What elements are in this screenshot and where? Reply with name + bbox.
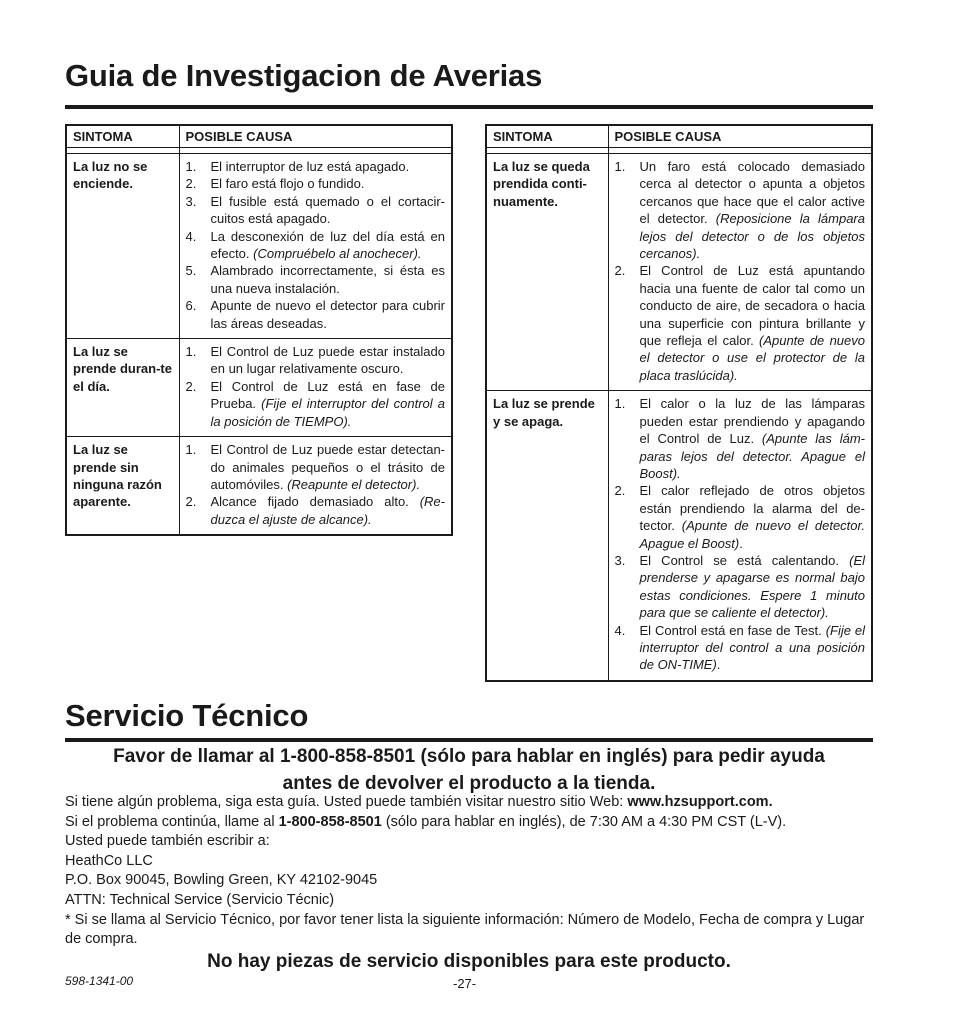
no-parts-notice: No hay piezas de servicio disponibles para este producto. [207, 951, 731, 972]
italic-instruction: (Apunte de nuevo el detector o use el protector de la placa traslúcida). [639, 333, 865, 383]
item-text [211, 493, 446, 528]
item-text [211, 441, 446, 493]
list-item [186, 493, 446, 528]
italic-instruction: (Fije el interruptor del control a una posición de ON-TIME) [639, 622, 866, 673]
italic-instruction: (El prenderse y apagarse es normal bajo estas condiciones. Espere 1 minuto para que se caliente el detector). [639, 552, 865, 621]
item-text [640, 482, 866, 552]
item-text [640, 622, 866, 674]
list-item [186, 378, 446, 430]
list-item [186, 158, 446, 175]
cause-cell [179, 437, 452, 536]
info-line-2: Si el problema continúa, llame al 1-800-858-8501 (sólo para hablar en inglés), de 7:30 AM a 4:30 PM CST (L-V). [65, 813, 787, 830]
cause-cell [608, 154, 872, 391]
cause-list [615, 395, 866, 674]
list-item [615, 262, 866, 384]
item-text [211, 193, 446, 228]
list-item [615, 482, 866, 552]
cause-cell [179, 339, 452, 437]
table-row [486, 154, 872, 391]
troubleshooting-table-right [485, 124, 873, 682]
text-run: El Control se está calentando. [639, 552, 850, 568]
item-number: 2. [614, 263, 626, 279]
cause-list [186, 343, 446, 430]
title-rule [65, 105, 873, 109]
text-run: El interruptor de luz está apagado. [210, 159, 410, 174]
item-number: 5. [185, 263, 197, 279]
service-info [65, 793, 873, 950]
item-text [640, 395, 866, 482]
document-number: 598-1341-00 [65, 974, 134, 988]
text-run: El Control de Luz puede estar detectan-do animales pequeños o el trásito de automóviles. [210, 442, 445, 492]
symptom-cell: La luz se prende y se apaga. [486, 391, 608, 681]
list-item [186, 175, 446, 192]
item-text [640, 552, 866, 622]
item-number: 2. [185, 494, 197, 510]
info-line-1: Si tiene algún problema, siga esta guía. Usted puede también visitar nuestro sitio Web: www.hzsupport.com. [65, 794, 773, 810]
address-line-1: HeathCo LLC [65, 852, 153, 869]
item-text [211, 343, 446, 378]
item-text [640, 158, 866, 262]
address-line-3: ATTN: Technical Service (Servicio Técnic) [65, 891, 335, 908]
info-line-3: Usted puede también escribir a: [65, 833, 270, 850]
item-number: 4. [614, 622, 626, 638]
text-run: La desconexión de luz del día está en efecto. [210, 228, 445, 262]
service-title: Servicio Técnico [65, 698, 309, 733]
call-line-2: antes de devolver el producto a la tienda. [282, 773, 656, 794]
text-run: Alambrado incorrectamente, si ésta es una nueva instalación. [210, 263, 445, 296]
text-run: El Control de Luz está apuntando hacia una fuente de calor tal como un conducto de aire, de secadora o hacia una superficie con pintura brillante y que refleja el calor. [639, 263, 865, 349]
item-text [211, 228, 446, 263]
italic-instruction: (Reposicione la lámpara lejos del detector o de los objetos cercanos). [639, 211, 865, 262]
website-link[interactable]: www.hzsupport.com. [627, 794, 773, 810]
text-run: El Control está en fase de Test. [639, 622, 826, 638]
call-notice [65, 743, 873, 797]
italic-instruction: (Reapunte el detector). [287, 476, 421, 492]
cause-list [186, 441, 446, 528]
table-row [486, 391, 872, 681]
table-row [66, 154, 452, 339]
item-text [211, 262, 446, 297]
item-number: 1. [185, 442, 197, 458]
cause-header: POSIBLE CAUSA [608, 125, 872, 148]
item-text [211, 297, 446, 332]
text-run: . [716, 657, 721, 673]
table-row [66, 339, 452, 437]
service-rule [65, 738, 873, 742]
italic-instruction: (Apunte de nuevo el detector. Apague el Boost) [639, 518, 865, 551]
list-item [615, 622, 866, 674]
item-number: 1. [614, 159, 626, 174]
page-number: -27- [453, 976, 477, 991]
item-text [211, 175, 446, 192]
item-number: 6. [185, 298, 197, 314]
symptom-cell: La luz se queda prendida conti-nuamente. [486, 154, 608, 391]
item-number: 3. [614, 552, 626, 568]
page-title: Guia de Investigacion de Averias [65, 58, 543, 93]
list-item [615, 158, 866, 262]
italic-instruction: (Apunte las lám-paras lejos del detector. Apague el Boost). [639, 431, 865, 481]
item-number: 2. [614, 483, 626, 499]
symptom-cell: La luz se prende sin ninguna razón aparente. [66, 437, 179, 536]
item-number: 3. [185, 193, 197, 209]
list-item [615, 552, 866, 622]
list-item [186, 193, 446, 228]
italic-instruction: (Re-duzca el ajuste de alcance). [210, 494, 445, 527]
item-number: 1. [185, 344, 197, 360]
symptom-header: SINTOMA [486, 125, 608, 148]
call-line-1: Favor de llamar al 1-800-858-8501 (sólo para hablar en inglés) para pedir ayuda [113, 746, 825, 767]
list-item [615, 395, 866, 482]
text-run: El fusible está quemado o el cortacir-cuitos está apagado. [210, 193, 445, 227]
item-text [640, 262, 866, 384]
text-run: Apunte de nuevo el detector para cubrir las áreas deseadas. [210, 298, 445, 331]
item-text [211, 158, 446, 175]
cause-list [615, 158, 866, 384]
symptom-cell: La luz se prende duran-te el día. [66, 339, 179, 437]
item-number: 1. [614, 396, 626, 412]
text-run: El Control de Luz puede estar instalado en un lugar relativamente oscuro. [210, 344, 445, 377]
phone-number: 1-800-858-8501 [278, 813, 382, 830]
troubleshooting-table-left [65, 124, 453, 536]
list-item [186, 297, 446, 332]
cause-cell [608, 391, 872, 681]
text-run: El Control de Luz está en fase de Prueba. [210, 378, 445, 412]
text-run: . [739, 535, 743, 551]
item-number: 2. [185, 176, 197, 192]
cause-header: POSIBLE CAUSA [179, 125, 452, 148]
item-text [211, 378, 446, 430]
symptom-header: SINTOMA [66, 125, 179, 148]
item-number: 4. [185, 228, 197, 244]
list-item [186, 441, 446, 493]
address-line-2: P.O. Box 90045, Bowling Green, KY 42102-9045 [65, 872, 378, 889]
italic-instruction: (Compruébelo al anochecer). [253, 246, 422, 262]
list-item [186, 228, 446, 263]
text-run: El calor o la luz de las lámparas pueden estar prendiendo y apagando el Control de Luz. [639, 396, 865, 447]
text-run: El calor reflejado de otros objetos están prendiendo la alarma del de-tector. [639, 483, 865, 534]
service-note: * Si se llama al Servicio Técnico, por favor tener lista la siguiente información: Número de Modelo, Fecha de compra y Lugar de compra. [65, 911, 865, 948]
item-number: 1. [185, 159, 197, 174]
text-run: El faro está flojo o fundido. [210, 176, 365, 192]
text-run: Un faro está colocado demasiado cerca al detector o apunta a objetos cercanos que hace que el calor active el detector. [639, 159, 865, 227]
symptom-cell: La luz no se enciende. [66, 154, 179, 339]
list-item [186, 262, 446, 297]
cause-list [186, 158, 446, 332]
item-number: 2. [185, 378, 197, 394]
table-row [66, 437, 452, 536]
text-run: Alcance fijado demasiado alto. [210, 494, 420, 510]
italic-instruction: (Fije el interruptor del control a la posición de TIEMPO). [210, 396, 445, 429]
cause-cell [179, 154, 452, 339]
list-item [186, 343, 446, 378]
